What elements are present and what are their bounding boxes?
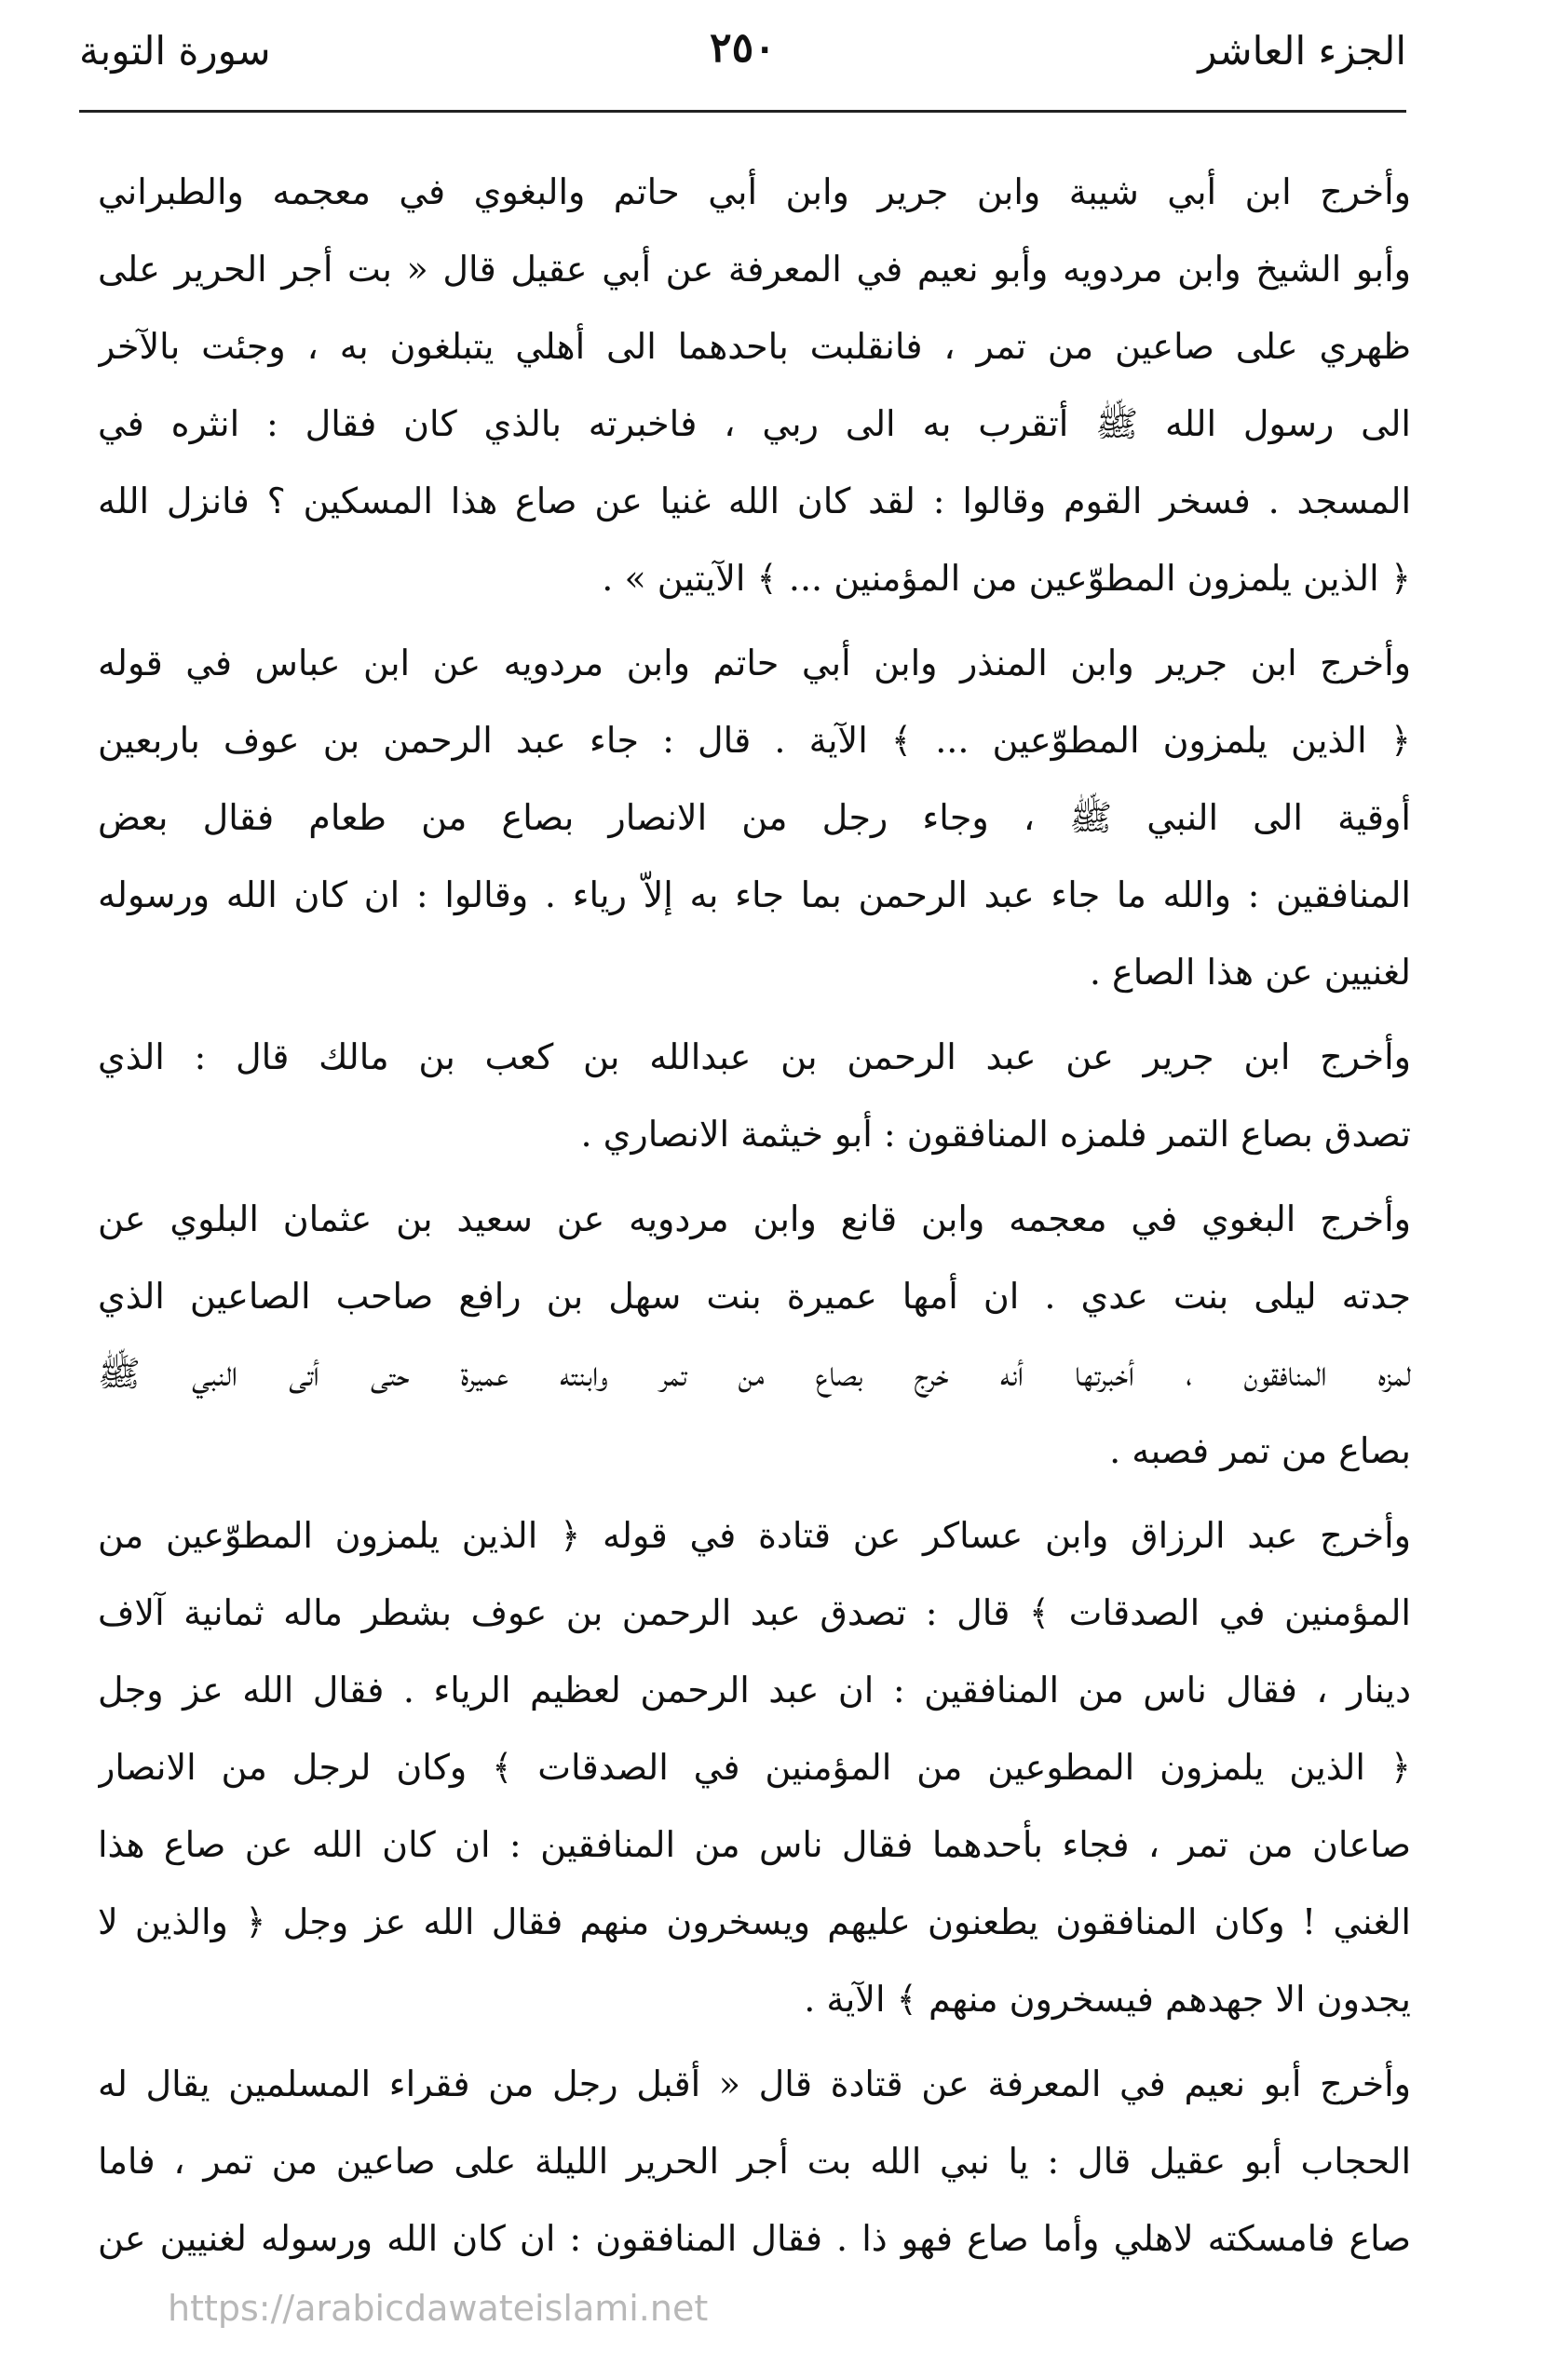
- page-header: [79, 20, 1406, 95]
- page-body: [98, 154, 1411, 2285]
- text-line: وأخرج أبو نعيم في المعرفة عن قتادة قال « أقبل رجل من فقراء المسلمين يقال له: [98, 2063, 1411, 2104]
- paragraph: [98, 154, 1411, 617]
- text-line: وأخرج ابن جرير وابن المنذر وابن أبي حاتم وابن مردويه عن ابن عباس في قوله: [98, 642, 1411, 683]
- text-line: وأخرج عبد الرزاق وابن عساكر عن قتادة في قوله ﴿ الذين يلمزون المطوّعين من: [98, 1515, 1411, 1556]
- text-line: المؤمنين في الصدقات ﴾ قال : تصدق عبد الرحمن بن عوف بشطر ماله ثمانية آلاف: [98, 1592, 1411, 1633]
- text-line: وأبو الشيخ وابن مردويه وأبو نعيم في المعرفة عن أبي عقيل قال « بت أجر الحرير على: [98, 249, 1411, 290]
- text-line: ﴿ الذين يلمزون المطوّعين ... ﴾ الآية . قال : جاء عبد الرحمن بن عوف باربعين: [98, 720, 1411, 761]
- text-line: وأخرج البغوي في معجمه وابن قانع وابن مردويه عن سعيد بن عثمان البلوي عن: [98, 1198, 1411, 1239]
- paragraph: [98, 1019, 1411, 1173]
- text-line: جدته ليلى بنت عدي . ان أمها عميرة بنت سهل بن رافع صاحب الصاعين الذي: [98, 1276, 1411, 1317]
- paragraph: [98, 1181, 1411, 1490]
- text-line: أوقية الى النبي ﷺ ، وجاء رجل من الانصار بصاع من طعام فقال بعض: [98, 797, 1411, 838]
- juz-title: الجزء العاشر: [1198, 28, 1406, 74]
- paragraph: [98, 2046, 1411, 2278]
- text-line: ﴿ الذين يلمزون المطوّعين من المؤمنين ... ﴾ الآيتين » .: [602, 558, 1411, 599]
- text-line: الغني ! وكان المنافقون يطعنون عليهم ويسخرون منهم فقال الله عز وجل ﴿ والذين لا: [98, 1901, 1411, 1942]
- surah-title: سورة التوبة: [79, 28, 271, 74]
- text-line: لمزه المنافقون ، أخبرتها أنه خرج بصاع من تمر وابنته عميرة حتى أتى النبي ﷺ: [98, 1353, 1411, 1394]
- text-line: الى رسول الله ﷺ أتقرب به الى ربي ، فاخبرته بالذي كان فقال : انثره في: [98, 403, 1411, 444]
- text-line: تصدق بصاع التمر فلمزه المنافقون : أبو خيثمة الانصاري .: [580, 1114, 1411, 1155]
- text-line: صاع فامسكته لاهلي وأما صاع فهو ذا . فقال المنافقون : ان كان الله ورسوله لغنيين عن: [98, 2218, 1411, 2259]
- text-line: وأخرج ابن أبي شيبة وابن جرير وابن أبي حاتم والبغوي في معجمه والطبراني: [98, 171, 1411, 212]
- text-line: المسجد . فسخر القوم وقالوا : لقد كان الله غنيا عن صاع هذا المسكين ؟ فانزل الله: [98, 480, 1411, 521]
- text-line: صاعان من تمر ، فجاء بأحدهما فقال ناس من المنافقين : ان كان الله عن صاع هذا: [98, 1824, 1411, 1865]
- text-line: يجدون الا جهدهم فيسخرون منهم ﴾ الآية .: [804, 1979, 1411, 2020]
- watermark: https://arabicdawateislami.net: [168, 2288, 709, 2329]
- page-number: ٢٥٠: [710, 24, 776, 72]
- text-line: لغنيين عن هذا الصاع .: [1089, 952, 1411, 993]
- header-rule: [79, 110, 1406, 113]
- text-line: المنافقين : والله ما جاء عبد الرحمن بما جاء به إلاّ رياء . وقالوا : ان كان الله ورسوله: [98, 874, 1411, 915]
- text-line: دينار ، فقال ناس من المنافقين : ان عبد الرحمن لعظيم الرياء . فقال الله عز وجل: [98, 1670, 1411, 1711]
- text-line: وأخرج ابن جرير عن عبد الرحمن بن عبدالله بن كعب بن مالك قال : الذي: [98, 1036, 1411, 1077]
- text-line: ظهري على صاعين من تمر ، فانقلبت باحدهما الى أهلي يتبلغون به ، وجئت بالآخر: [98, 326, 1411, 367]
- text-line: ﴿ الذين يلمزون المطوعين من المؤمنين في الصدقات ﴾ وكان لرجل من الانصار: [98, 1747, 1411, 1788]
- text-line: الحجاب أبو عقيل قال : يا نبي الله بت أجر الحرير الليلة على صاعين من تمر ، فاما: [98, 2141, 1411, 2182]
- paragraph: [98, 625, 1411, 1011]
- paragraph: [98, 1497, 1411, 2038]
- text-line: بصاع من تمر فصبه .: [1109, 1430, 1411, 1471]
